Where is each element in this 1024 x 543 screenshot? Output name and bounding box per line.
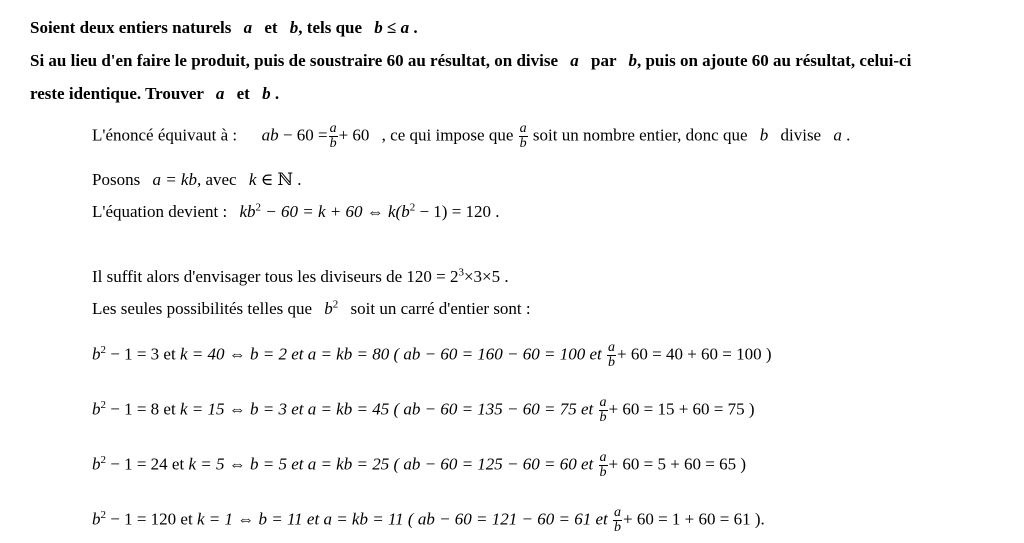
fraction-a-over-b [607, 341, 616, 370]
statement-text: , puis on ajoute 60 au résultat, celui-ci [636, 51, 912, 70]
var-a: a [833, 125, 842, 145]
fraction-a-over-b [613, 506, 622, 535]
expr: a = kb [152, 170, 197, 189]
statement-text: Si au lieu d'en faire le produit, puis de soustraire 60 au résultat, on divise [30, 51, 559, 70]
text: Posons [92, 170, 141, 189]
expr: kb [239, 202, 256, 221]
var-a: a [215, 84, 225, 103]
var-b: b [262, 84, 271, 103]
text: Il suffit alors d'envisager tous les diviseurs de 120 = 2 [92, 267, 459, 286]
frac-num: a [599, 450, 607, 465]
var-a: a [570, 51, 579, 70]
exponent: 2 [409, 201, 416, 214]
statement-line-1 [30, 17, 418, 39]
exponent: 2 [255, 201, 262, 214]
period: . [274, 84, 280, 103]
case-part: − 1 = 24 et [106, 454, 189, 474]
case-part: + 60 = 15 + 60 = 75 ) [608, 399, 755, 419]
fraction-a-over-b [329, 122, 338, 151]
frac-num: a [599, 395, 607, 410]
exponent: 3 [458, 266, 464, 279]
frac-den: b [599, 410, 607, 425]
case-part: − 1 = 3 et [106, 344, 180, 364]
statement-line-2 [30, 50, 911, 72]
frac-den: b [608, 355, 616, 370]
var-b: b [628, 51, 637, 70]
var-k: k [248, 170, 257, 189]
text: , avec [196, 170, 237, 189]
exponent: 2 [332, 298, 339, 311]
le-symbol: ≤ [387, 18, 397, 37]
frac-num: a [329, 121, 337, 136]
text: ×3×5 . [463, 267, 509, 286]
var-b: b [92, 454, 101, 474]
var-a: a [243, 18, 253, 37]
case-line [92, 506, 765, 535]
expr: + 60 [338, 125, 370, 145]
expr: − 60 = [278, 125, 328, 145]
var-b: b [374, 18, 383, 37]
case-line [92, 341, 772, 370]
statement-line-3 [30, 83, 279, 105]
case-part: − 1 = 120 et [106, 509, 197, 529]
word-et: et [264, 18, 278, 37]
case-part: + 60 = 1 + 60 = 61 ). [623, 509, 765, 529]
case-line [92, 451, 746, 480]
exponent: 2 [100, 453, 106, 466]
case-part: − 1 = 8 et [106, 399, 180, 419]
statement-text: Soient deux entiers naturels [30, 18, 232, 37]
expr: ∈ ℕ . [260, 170, 302, 189]
var-b: b [324, 299, 333, 318]
frac-num: a [519, 121, 527, 136]
statement-text: reste identique. Trouver [30, 84, 204, 103]
period: . [846, 125, 851, 145]
var-b: b [92, 399, 101, 419]
expr: − 1) = 120 . [415, 202, 500, 221]
var-b: b [759, 125, 769, 145]
text: soit un carré d'entier sont : [350, 299, 531, 318]
var-b: b [92, 509, 101, 529]
fraction-a-over-b [599, 396, 608, 425]
frac-den: b [599, 465, 607, 480]
text: soit un nombre entier, donc que [532, 125, 748, 145]
word-et: et [236, 84, 250, 103]
var-b: b [289, 18, 299, 37]
expr: ab [261, 125, 279, 145]
solution-line-2 [92, 169, 302, 191]
exponent: 2 [100, 343, 106, 356]
frac-den: b [519, 136, 527, 151]
solution-line-4 [92, 266, 509, 288]
word-par: par [591, 51, 617, 70]
text: , ce qui impose que [381, 125, 514, 145]
frac-num: a [614, 505, 621, 520]
case-part: + 60 = 40 + 60 = 100 ) [617, 344, 772, 364]
case-part: k = 5 ⇔ b = 5 et a = kb = 25 ( ab − 60 = 125 − 60 = 60 et [188, 454, 594, 474]
case-part: + 60 = 5 + 60 = 65 ) [608, 454, 747, 474]
statement-text: , tels que [298, 18, 363, 37]
var-b: b [92, 344, 101, 364]
fraction-a-over-b [519, 122, 528, 151]
expr: − 60 = k + 60 ⇔ k(b [261, 202, 410, 221]
solution-line-1 [92, 122, 850, 151]
exponent: 2 [100, 398, 106, 411]
text: L'énoncé équivaut à : [92, 125, 238, 145]
frac-den: b [329, 136, 337, 151]
frac-num: a [608, 340, 616, 355]
period: . [413, 18, 418, 37]
case-part: k = 15 ⇔ b = 3 et a = kb = 45 ( ab − 60 = 135 − 60 = 75 et [179, 399, 594, 419]
exponent: 2 [100, 508, 106, 521]
case-line [92, 396, 755, 425]
fraction-a-over-b [599, 451, 608, 480]
text: Les seules possibilités telles que [92, 299, 313, 318]
solution-line-5 [92, 298, 531, 320]
var-a: a [400, 18, 410, 37]
text: divise [780, 125, 822, 145]
case-part: k = 40 ⇔ b = 2 et a = kb = 80 ( ab − 60 = 160 − 60 = 100 et [179, 344, 602, 364]
case-part: k = 1 ⇔ b = 11 et a = kb = 11 ( ab − 60 = 121 − 60 = 61 et [196, 509, 608, 529]
frac-den: b [614, 520, 621, 535]
solution-line-3 [92, 201, 500, 223]
text: L'équation devient : [92, 202, 228, 221]
